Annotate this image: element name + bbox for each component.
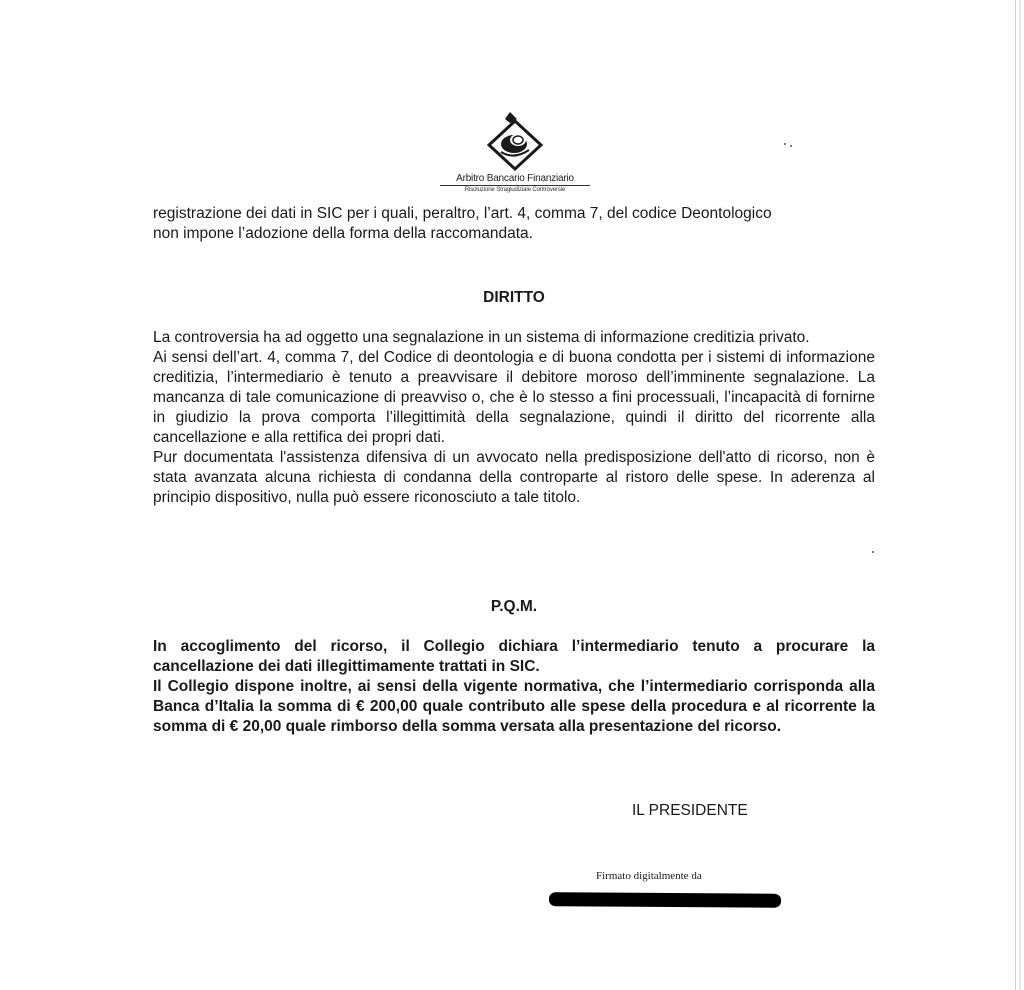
intro-line-2: non impone l’adozione della forma della raccomandata.	[153, 225, 533, 242]
logo-name: Arbitro Bancario Finanziario	[456, 173, 574, 184]
diritto-paragraph-3: Pur documentata l'assistenza difensiva di un avvocato nella predisposizione dell'atto di ricorso, non è stata avanzata alcuna richiesta di condanna della controparte al ristoro delle spese. In aderenza al principio dispositivo, nulla può essere riconosciuto a tale titolo.	[153, 449, 875, 506]
page-edge-line	[1015, 0, 1016, 990]
pqm-paragraph-2: Il Collegio dispone inoltre, ai sensi della vigente normativa, che l’intermediario corrisponda alla Banca d’Italia la somma di € 200,00 quale contributo alle spese della procedura e al ricorrente la somma di € 20,00 quale rimborso della somma versata alla presentazione del ricorso.	[153, 678, 875, 735]
intro-line-1: registrazione dei dati in SIC per i quali, peraltro, l’art. 4, comma 7, del codice Deontologico	[153, 205, 772, 222]
president-title: IL PRESIDENTE	[632, 802, 748, 819]
scan-speck	[872, 551, 874, 553]
logo-divider	[440, 185, 590, 186]
page-edge	[1019, 0, 1021, 990]
diritto-body	[153, 328, 875, 508]
abf-logo	[430, 112, 600, 198]
scan-speck	[790, 145, 792, 147]
redacted-signature	[549, 892, 781, 908]
intro-paragraph	[153, 204, 875, 244]
diritto-paragraph-2: Ai sensi dell’art. 4, comma 7, del Codice di deontologia e di buona condotta per i sistemi di informazione creditizia, l’intermediario è tenuto a preavvisare il debitore moroso dell’imminente segnalazione. La mancanza di tale comunicazione di preavviso o, che è lo stesso a fini processuali, l’incapacità di fornirne in giudizio la prova comporta l’illegittimità della segnalazione, quindi il diritto del ricorrente alla cancellazione e alla rettifica dei propri dati.	[153, 349, 875, 446]
section-heading-pqm: P.Q.M.	[490, 598, 538, 615]
section-heading-diritto: DIRITTO	[483, 289, 545, 306]
abf-emblem-icon	[483, 112, 547, 172]
pqm-paragraph-1: In accoglimento del ricorso, il Collegio dichiara l’intermediario tenuto a procurare la cancellazione dei dati illegittimamente trattati in SIC.	[153, 638, 875, 675]
pqm-body	[153, 637, 875, 737]
scan-speck	[784, 143, 786, 145]
diritto-paragraph-1: La controversia ha ad oggetto una segnalazione in un sistema di informazione creditizia privato.	[153, 329, 810, 346]
digital-signature-label: Firmato digitalmente da	[596, 870, 702, 882]
logo-subtitle: Risoluzione Stragiudiziale Controversie	[464, 187, 566, 193]
